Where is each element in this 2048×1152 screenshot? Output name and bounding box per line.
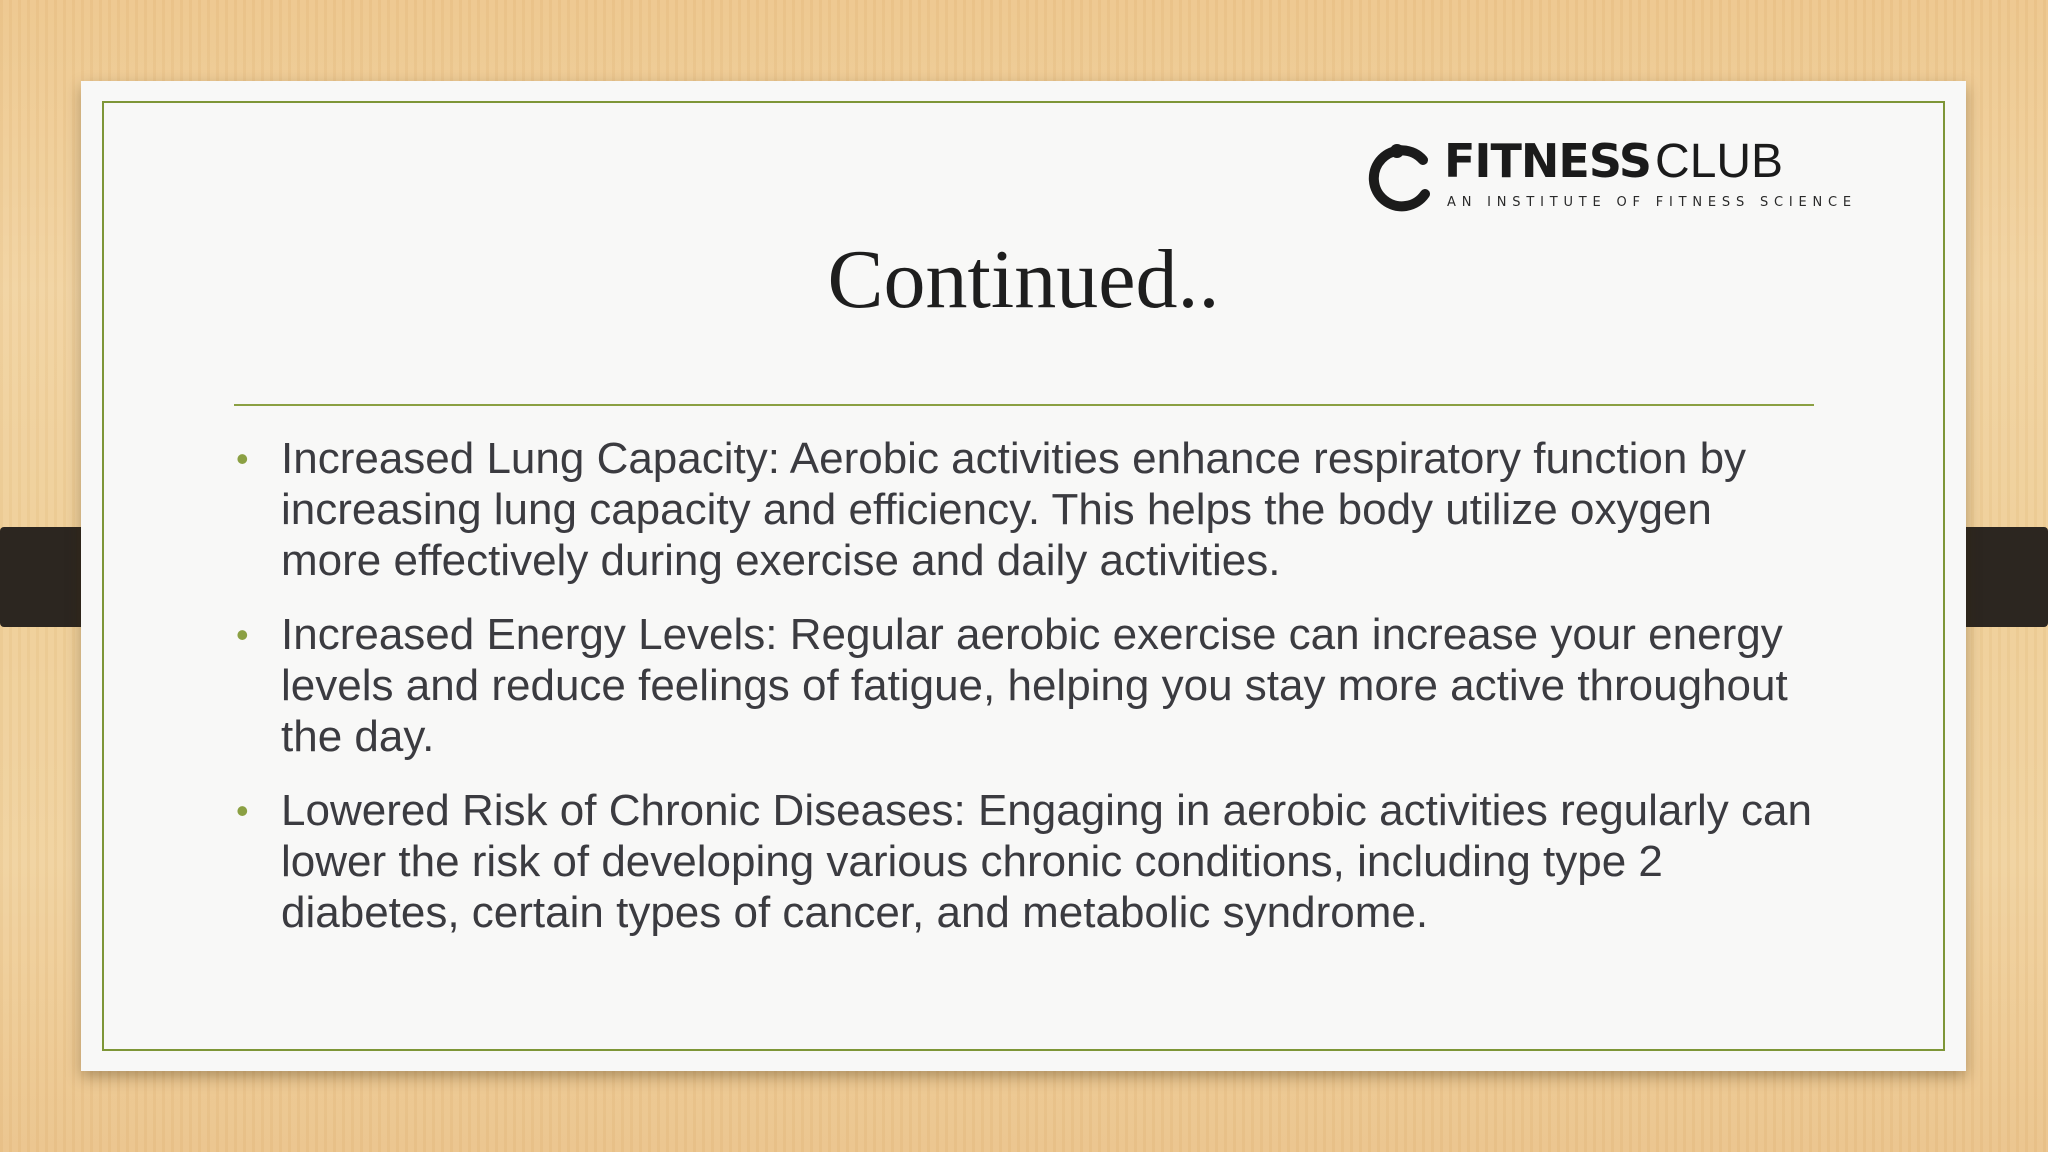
bullet-item (234, 433, 1824, 586)
title-divider (234, 404, 1814, 406)
logo-word-club: CLUB (1655, 135, 1784, 188)
bullet-text: Increased Lung Capacity: Aerobic activities enhance respiratory function by increasing lung capacity and efficiency. This helps the body utilize oxygen more effectively during exercise and daily activities. (281, 434, 1747, 585)
logo-tagline: AN INSTITUTE OF FITNESS SCIENCE (1447, 195, 1857, 210)
bullet-dot-icon: • (236, 790, 249, 831)
bullet-dot-icon: • (236, 438, 249, 479)
logo-word-fitness: FITNESS (1444, 134, 1652, 188)
fitness-club-logo-icon (1367, 142, 1439, 214)
bullet-text: Increased Energy Levels: Regular aerobic exercise can increase your energy levels and reduce feelings of fatigue, helping you stay more active throughout the day. (281, 610, 1788, 761)
bullet-item (234, 785, 1824, 938)
bullet-text: Lowered Risk of Chronic Diseases: Engaging in aerobic activities regularly can lower the risk of developing various chronic conditions, including type 2 diabetes, certain types of cancer, and metabolic syndrome. (281, 786, 1812, 937)
bullet-dot-icon: • (236, 614, 249, 655)
fitness-club-logo (1367, 136, 1917, 236)
logo-wordmark (1444, 134, 1784, 188)
bullet-list (234, 433, 1824, 961)
slide-card (81, 81, 1966, 1071)
bullet-item (234, 609, 1824, 762)
slide-title: Continued.. (827, 233, 1220, 326)
